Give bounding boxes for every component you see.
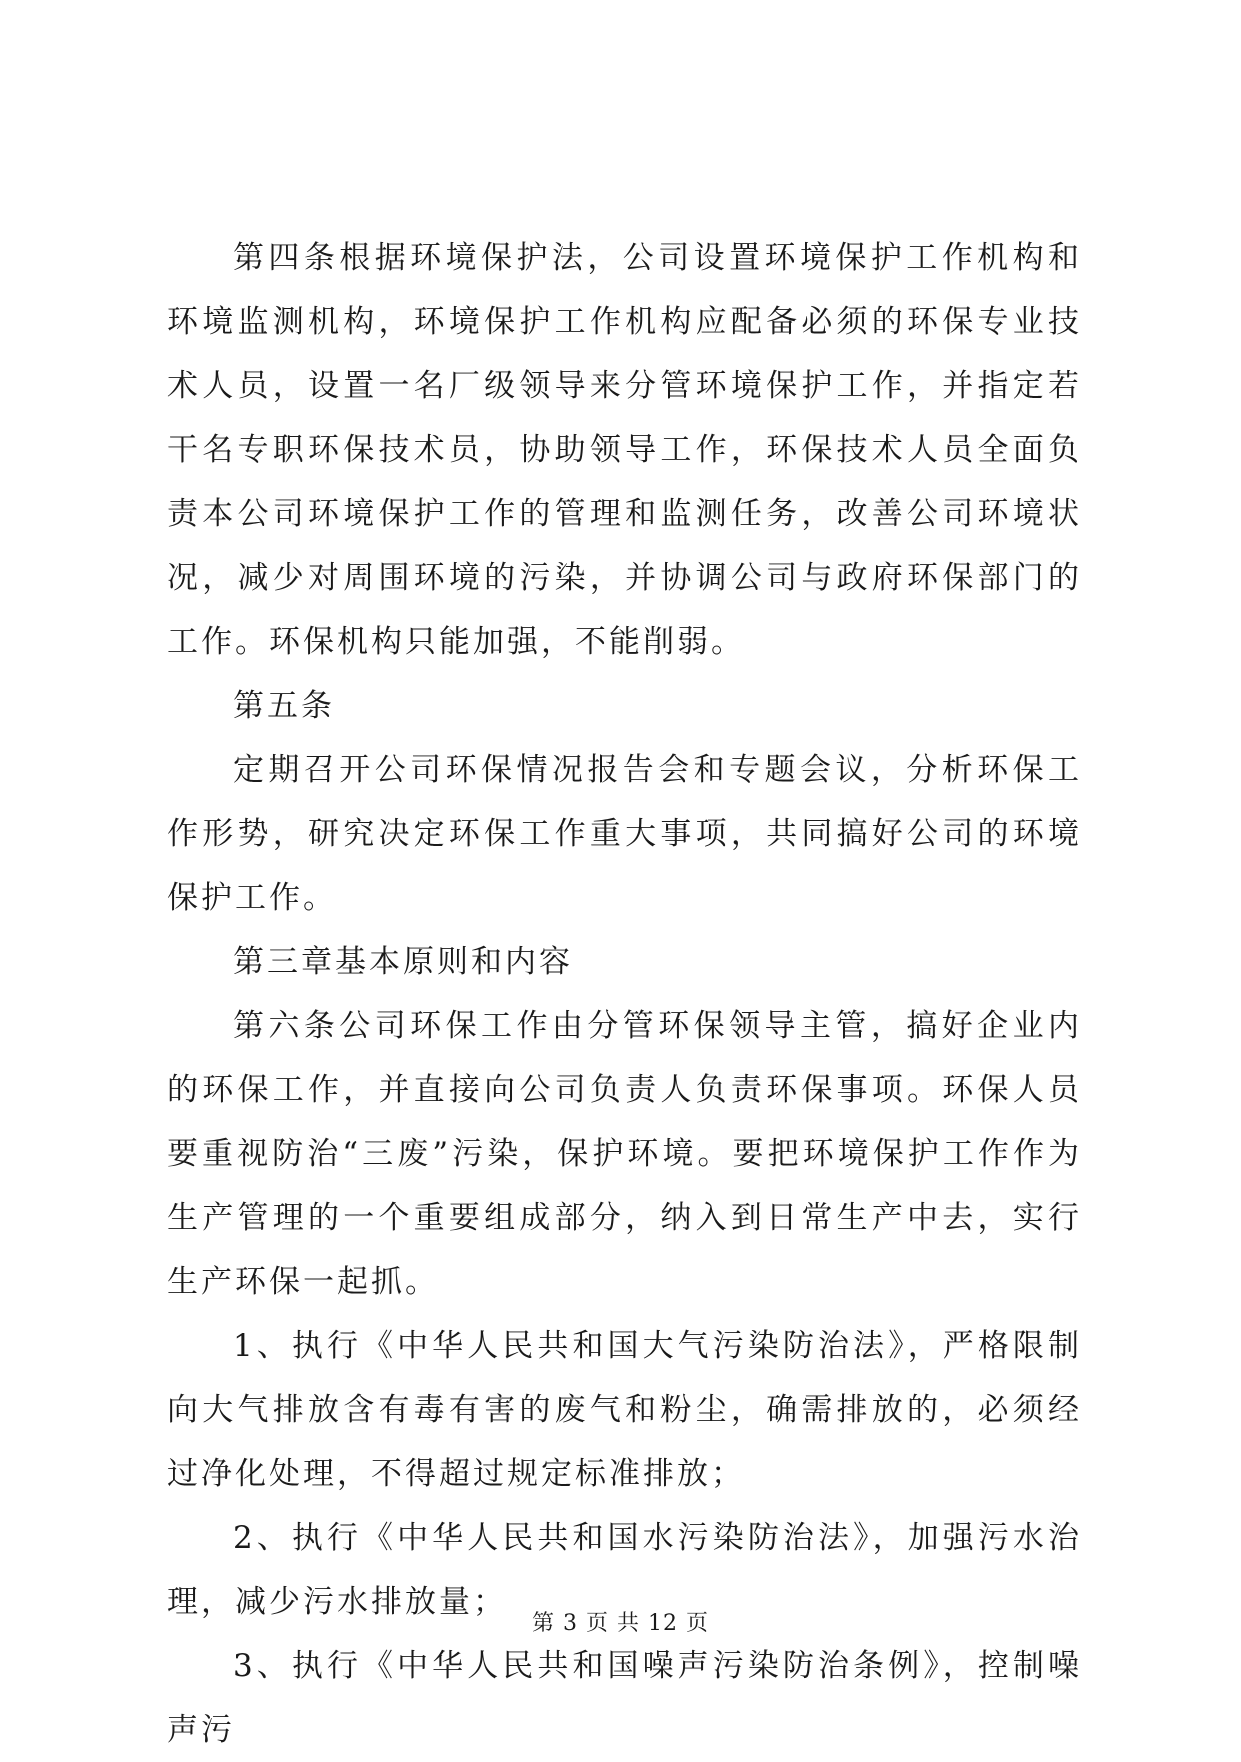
- paragraph-article-5-heading: 第五条: [233, 688, 335, 724]
- chapter-3-heading: 第三章基本原则和内容: [233, 944, 573, 980]
- list-item-2: 2、执行《中华人民共和国水污染防治法》，加强污水治理，减少污水排放量；: [167, 1520, 1082, 1620]
- paragraph-article-5-body: 定期召开公司环保情况报告会和专题会议，分析环保工作形势，研究决定环保工作重大事项，共同搞好公司的环境保护工作。: [167, 752, 1082, 916]
- list-item-3: 3、执行《中华人民共和国噪声污染防治条例》，控制噪声污: [167, 1648, 1082, 1748]
- list-item-1: 1、执行《中华人民共和国大气污染防治法》，严格限制向大气排放含有毒有害的废气和粉尘，确需排放的，必须经过净化处理，不得超过规定标准排放；: [167, 1328, 1082, 1492]
- document-body: [167, 226, 1082, 1762]
- paragraph-article-6: 第六条公司环保工作由分管环保领导主管，搞好企业内的环保工作，并直接向公司负责人负责环保事项。环保人员要重视防治“三废”污染，保护环境。要把环境保护工作作为生产管理的一个重要组成部分，纳入到日常生产中去，实行生产环保一起抓。: [167, 1008, 1082, 1300]
- paragraph-article-4: 第四条根据环境保护法，公司设置环境保护工作机构和环境监测机构，环境保护工作机构应配备必须的环保专业技术人员，设置一名厂级领导来分管环境保护工作，并指定若干名专职环保技术员，协助领导工作，环保技术人员全面负责本公司环境保护工作的管理和监测任务，改善公司环境状况，减少对周围环境的污染，并协调公司与政府环保部门的工作。环保机构只能加强，不能削弱。: [167, 240, 1082, 660]
- page-number-footer: 第 3 页 共 12 页: [532, 1611, 709, 1636]
